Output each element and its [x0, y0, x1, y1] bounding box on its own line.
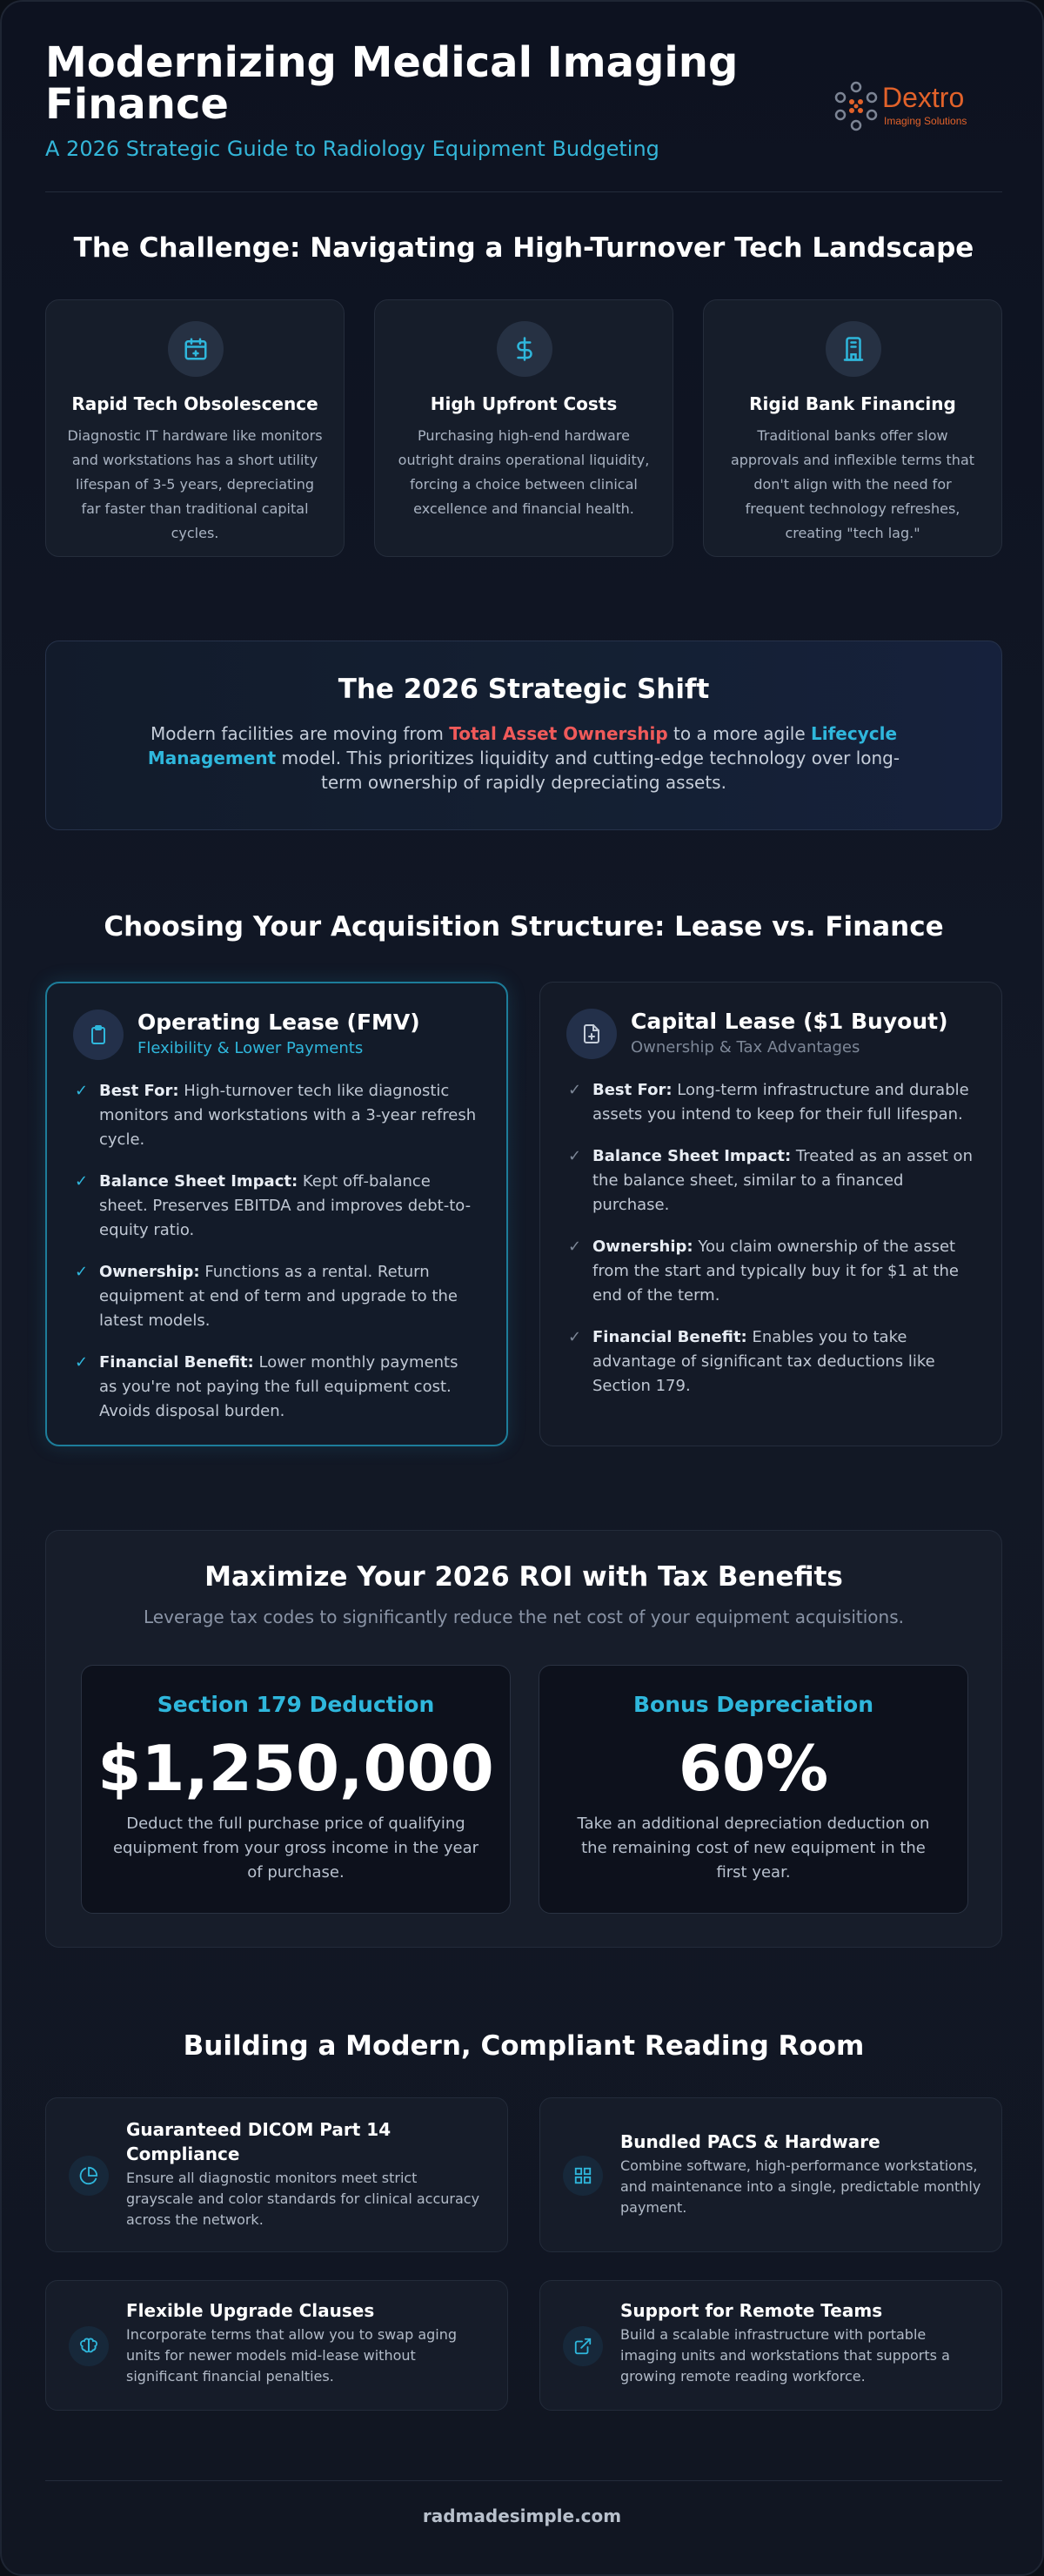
- list-item: [566, 1144, 975, 1218]
- tax-card-description: Deduct the full purchase price of qualifying equipment from your gross income in the year of purchase.: [112, 1815, 479, 1882]
- check-icon: ✓: [75, 1082, 89, 1100]
- challenge-card-upfront-costs: [374, 299, 673, 557]
- shift-highlight-lifecycle: Lifecycle Management: [147, 723, 898, 768]
- tax-title: Maximize Your 2026 ROI with Tax Benefits: [204, 1561, 843, 1593]
- shift-text-part: model. This prioritizes liquidity and cutting-edge technology over long-term ownership of rapidly depreciating assets.: [276, 748, 900, 793]
- check-icon: ✓: [568, 1147, 582, 1165]
- operating-lease-bullets: [73, 1079, 480, 1441]
- shift-title: The 2026 Strategic Shift: [338, 674, 710, 705]
- bullet-label: Ownership:: [592, 1238, 693, 1256]
- page-subtitle: A 2026 Strategic Guide to Radiology Equipment Budgeting: [45, 137, 659, 161]
- feature-bundled-pacs: [539, 2097, 1002, 2252]
- calendar-icon: [168, 321, 224, 377]
- feature-flexible-upgrades: [45, 2280, 508, 2411]
- logo-mark-icon: [832, 80, 880, 132]
- feature-description: Ensure all diagnostic monitors meet strict grayscale and color standards for clinical accuracy across the network.: [126, 2170, 480, 2228]
- clipboard-icon: [73, 1010, 124, 1060]
- logo-tagline: Imaging Solutions: [884, 115, 967, 127]
- list-item: [73, 1170, 480, 1243]
- check-icon: ✓: [75, 1172, 89, 1191]
- feature-title: Guaranteed DICOM Part 14 Compliance: [126, 2119, 392, 2164]
- operating-lease-name: Operating Lease (FMV): [137, 1010, 420, 1035]
- bullet-label: Ownership:: [99, 1263, 200, 1281]
- capital-lease-card: [539, 982, 1002, 1446]
- bullet-label: Balance Sheet Impact:: [592, 1147, 792, 1165]
- challenge-card-bank-financing: [703, 299, 1002, 557]
- shift-text: [142, 721, 906, 795]
- feature-description: Incorporate terms that allow you to swap aging units for newer models mid-lease without significant financial penalties.: [126, 2326, 458, 2385]
- header: [45, 38, 1002, 191]
- feature-description: Build a scalable infrastructure with portable imaging units and workstations that supports a growing remote reading workforce.: [620, 2326, 950, 2385]
- capital-lease-name: Capital Lease ($1 Buyout): [631, 1009, 948, 1034]
- bullet-text: Kept off-balance sheet. Preserves EBITDA and improves debt-to-equity ratio.: [99, 1172, 472, 1239]
- bullet-label: Balance Sheet Impact:: [99, 1172, 298, 1191]
- list-item: [73, 1260, 480, 1333]
- bullet-text: Treated as an asset on the balance sheet, similar to a financed purchase.: [592, 1147, 973, 1214]
- challenge-card-description: Purchasing high-end hardware outright drains operational liquidity, forcing a choice between clinical excellence and financial health.: [398, 427, 650, 517]
- page-title: Modernizing Medical Imaging Finance: [45, 38, 739, 129]
- list-item: [566, 1325, 975, 1399]
- operating-lease-tagline: Flexibility & Lower Payments: [137, 1039, 364, 1057]
- bullet-text: Enables you to take advantage of significant tax deductions like Section 179.: [592, 1328, 935, 1395]
- file-plus-icon: [566, 1009, 617, 1059]
- bullet-text: Long-term infrastructure and durable assets you intend to keep for their full lifespan.: [592, 1081, 969, 1124]
- check-icon: ✓: [568, 1328, 582, 1346]
- feature-dicom-compliance: [45, 2097, 508, 2252]
- dextro-logo: [832, 80, 1002, 136]
- strategic-shift-box: [45, 641, 1002, 830]
- challenge-card-title: Rapid Tech Obsolescence: [71, 393, 318, 414]
- list-item: [73, 1079, 480, 1152]
- challenge-card-description: Traditional banks offer slow approvals and inflexible terms that don't align with the need for frequent technology refreshes, creating "tech lag.": [730, 427, 975, 541]
- feature-title: Bundled PACS & Hardware: [620, 2131, 880, 2152]
- bullet-text: Functions as a rental. Return equipment at end of term and upgrade to the latest models.: [99, 1263, 458, 1330]
- tax-subtitle: Leverage tax codes to significantly reduce the net cost of your equipment acquisitions.: [144, 1607, 904, 1627]
- shift-text-part: to a more agile: [667, 723, 811, 744]
- tax-card-title: Section 179 Deduction: [157, 1692, 435, 1717]
- operating-lease-card: [45, 982, 508, 1446]
- bullet-text: You claim ownership of the asset from the start and typically buy it for $1 at the end of the term.: [592, 1238, 959, 1305]
- tax-card-value: 60%: [678, 1732, 829, 1805]
- challenge-card-title: Rigid Bank Financing: [749, 393, 956, 414]
- bonus-depreciation-card: [539, 1665, 968, 1914]
- bullet-label: Financial Benefit:: [99, 1353, 254, 1372]
- shift-text-part: Modern facilities are moving from: [150, 723, 450, 744]
- footer-divider: [45, 2480, 1002, 2481]
- bullet-text: High-turnover tech like diagnostic monitors and workstations with a 3-year refresh cycle.: [99, 1082, 477, 1149]
- brain-icon: [69, 2326, 109, 2366]
- footer-site-link[interactable]: radmadesimple.com: [422, 2506, 622, 2526]
- check-icon: ✓: [568, 1081, 582, 1099]
- check-icon: ✓: [75, 1263, 89, 1281]
- capital-lease-tagline: Ownership & Tax Advantages: [631, 1038, 860, 1057]
- tax-card-title: Bonus Depreciation: [632, 1692, 874, 1717]
- header-divider: [45, 191, 1002, 192]
- check-icon: ✓: [568, 1238, 582, 1256]
- bullet-label: Best For:: [592, 1081, 673, 1099]
- section-179-card: [81, 1665, 511, 1914]
- list-item: [73, 1351, 480, 1424]
- dollar-icon: [497, 321, 552, 377]
- feature-title: Support for Remote Teams: [620, 2300, 883, 2321]
- bullet-text: Lower monthly payments as you're not paying the full equipment cost. Avoids disposal burden.: [99, 1353, 458, 1420]
- tax-benefits-section: [45, 1530, 1002, 1948]
- tax-card-value: $1,250,000: [97, 1732, 494, 1805]
- external-link-icon: [563, 2326, 603, 2366]
- challenge-card-description: Diagnostic IT hardware like monitors and workstations has a short utility lifespan of 3-5 years, depreciating far faster than traditional capital cycles.: [67, 427, 323, 541]
- bank-icon: [826, 321, 881, 377]
- feature-remote-teams: [539, 2280, 1002, 2411]
- grid-icon: [563, 2156, 603, 2196]
- feature-description: Combine software, high-performance workstations, and maintenance into a single, predictable monthly payment.: [620, 2157, 981, 2216]
- tax-card-description: Take an additional depreciation deduction on the remaining cost of new equipment in the first year.: [577, 1815, 930, 1882]
- acquisition-heading: Choosing Your Acquisition Structure: Lease vs. Finance: [104, 911, 944, 943]
- list-item: [566, 1078, 975, 1127]
- challenge-heading: The Challenge: Navigating a High-Turnover Tech Landscape: [73, 232, 974, 264]
- bullet-label: Best For:: [99, 1082, 179, 1100]
- challenge-card-title: High Upfront Costs: [430, 393, 618, 414]
- check-icon: ✓: [75, 1353, 89, 1372]
- logo-name: Dextro: [882, 82, 965, 113]
- feature-title: Flexible Upgrade Clauses: [126, 2300, 375, 2321]
- bullet-label: Financial Benefit:: [592, 1328, 747, 1346]
- challenge-card-obsolescence: [45, 299, 345, 557]
- capital-lease-bullets: [566, 1078, 975, 1416]
- pie-chart-icon: [69, 2156, 109, 2196]
- shift-highlight-ownership: Total Asset Ownership: [449, 723, 668, 744]
- list-item: [566, 1235, 975, 1308]
- reading-room-heading: Building a Modern, Compliant Reading Room: [183, 2030, 865, 2062]
